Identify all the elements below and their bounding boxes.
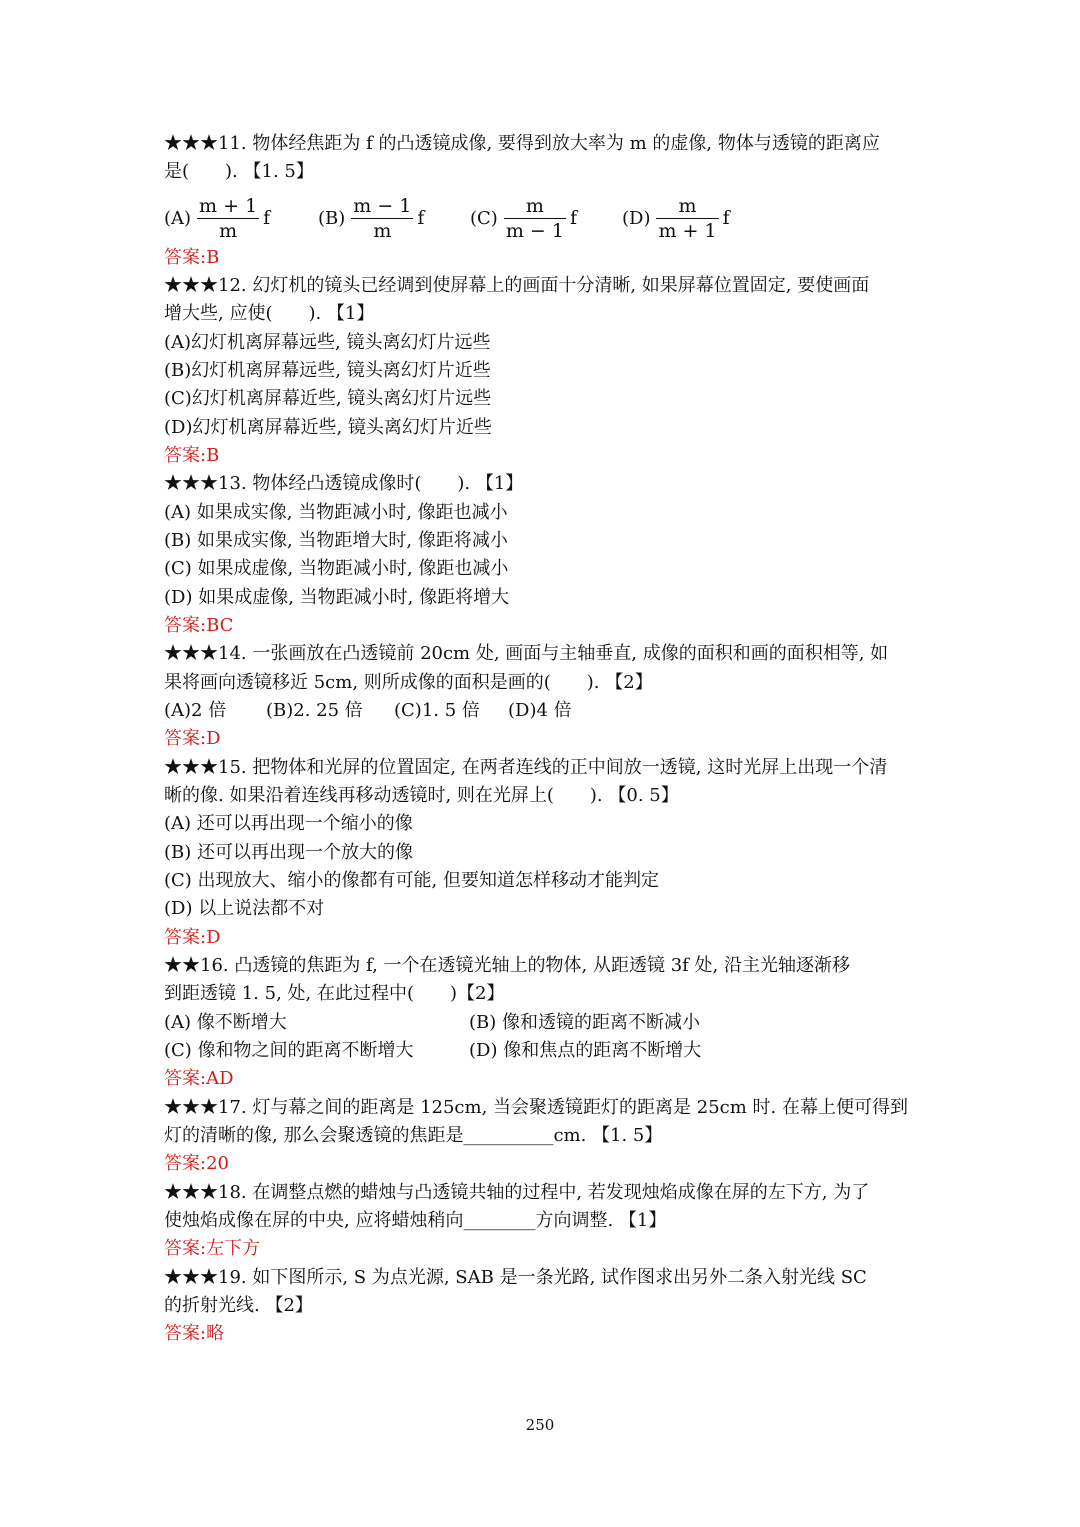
q13-answer: 答案:BC <box>164 615 234 636</box>
q13-option-c: (C) 如果成虚像, 当物距减小时, 像距也减小 <box>164 558 509 579</box>
q12-option-b: (B)幻灯机离屏幕远些, 镜头离幻灯片近些 <box>164 360 491 381</box>
q17-line1: ★★★17. 灯与幕之间的距离是 125cm, 当会聚透镜距灯的距离是 25cm 时. 在幕上便可得到 <box>164 1097 908 1118</box>
denominator: m − 1 <box>505 219 564 242</box>
q12-line1: ★★★12. 幻灯机的镜头已经调到使屏幕上的画面十分清晰, 如果屏幕位置固定, 要使画面 <box>164 275 870 296</box>
q16-option-a: (A) 像不断增大 <box>164 1012 287 1033</box>
q16-answer: 答案:AD <box>164 1068 234 1089</box>
numerator: m <box>678 194 697 217</box>
q15-option-c: (C) 出现放大、缩小的像都有可能, 但要知道怎样移动才能判定 <box>164 870 659 891</box>
q18-answer: 答案:左下方 <box>164 1238 261 1259</box>
q11-option-a <box>164 190 270 246</box>
q14-option-d: (D)4 倍 <box>508 700 572 721</box>
fraction <box>197 194 259 243</box>
option-label: (B) <box>318 207 346 229</box>
q11-line2: 是( ). 【1. 5】 <box>164 161 314 182</box>
q15-option-d: (D) 以上说法都不对 <box>164 898 325 919</box>
q13-line1: ★★★13. 物体经凸透镜成像时( ). 【1】 <box>164 473 524 494</box>
focal-symbol: f <box>417 207 425 229</box>
q14-answer: 答案:D <box>164 728 221 749</box>
q19-answer: 答案:略 <box>164 1323 225 1344</box>
q11-line1: ★★★11. 物体经焦距为 f 的凸透镜成像, 要得到放大率为 m 的虚像, 物体与透镜的距离应 <box>164 133 880 154</box>
q11-answer: 答案:B <box>164 247 220 268</box>
numerator: m <box>525 194 544 217</box>
fraction <box>351 194 413 243</box>
q19-line1: ★★★19. 如下图所示, S 为点光源, SAB 是一条光路, 试作图求出另外二条入射光线 SC <box>164 1267 867 1288</box>
denominator: m <box>373 219 392 242</box>
q16-option-c: (C) 像和物之间的距离不断增大 <box>164 1040 414 1061</box>
q17-line2: 灯的清晰的像, 那么会聚透镜的焦距是__________cm. 【1. 5】 <box>164 1125 663 1146</box>
q18-line1: ★★★18. 在调整点燃的蜡烛与凸透镜共轴的过程中, 若发现烛焰成像在屏的左下方, 为了 <box>164 1182 870 1203</box>
q16-options-row2 <box>164 1037 924 1065</box>
fraction <box>656 194 718 243</box>
q15-option-a: (A) 还可以再出现一个缩小的像 <box>164 813 413 834</box>
numerator: m − 1 <box>353 194 412 217</box>
q12-answer: 答案:B <box>164 445 220 466</box>
q15-answer: 答案:D <box>164 927 221 948</box>
q15-line1: ★★★15. 把物体和光屏的位置固定, 在两者连线的正中间放一透镜, 这时光屏上出现一个清 <box>164 757 888 778</box>
q15-line2: 晰的像. 如果沿着连线再移动透镜时, 则在光屏上( ). 【0. 5】 <box>164 785 679 806</box>
q16-line2: 到距透镜 1. 5, 处, 在此过程中( )【2】 <box>164 983 505 1004</box>
denominator: m + 1 <box>658 219 717 242</box>
q14-option-a: (A)2 倍 <box>164 700 227 721</box>
q13-option-d: (D) 如果成虚像, 当物距减小时, 像距将增大 <box>164 587 510 608</box>
q12-option-d: (D)幻灯机离屏幕近些, 镜头离幻灯片近些 <box>164 417 492 438</box>
q16-options-row1 <box>164 1009 924 1037</box>
q11-option-b <box>318 190 424 246</box>
focal-symbol: f <box>722 207 730 229</box>
q15-option-b: (B) 还可以再出现一个放大的像 <box>164 842 413 863</box>
option-label: (C) <box>470 207 498 229</box>
q17-answer: 答案:20 <box>164 1153 229 1174</box>
q13-option-a: (A) 如果成实像, 当物距减小时, 像距也减小 <box>164 502 508 523</box>
numerator: m + 1 <box>199 194 258 217</box>
denominator: m <box>219 219 238 242</box>
q11-option-c <box>470 190 577 246</box>
option-label: (A) <box>164 207 192 229</box>
q19-line2: 的折射光线. 【2】 <box>164 1295 313 1316</box>
focal-symbol: f <box>263 207 271 229</box>
q11-option-d <box>622 190 730 246</box>
q18-line2: 使烛焰成像在屏的中央, 应将蜡烛稍向________方向调整. 【1】 <box>164 1210 667 1231</box>
fraction <box>504 194 566 243</box>
q14-option-c: (C)1. 5 倍 <box>394 700 480 721</box>
q14-option-b: (B)2. 25 倍 <box>266 700 363 721</box>
q14-options <box>164 697 924 725</box>
q16-option-d: (D) 像和焦点的距离不断增大 <box>469 1040 702 1061</box>
q14-line2: 果将画向透镜移近 5cm, 则所成像的面积是画的( ). 【2】 <box>164 672 653 693</box>
option-label: (D) <box>622 207 651 229</box>
q16-option-b: (B) 像和透镜的距离不断减小 <box>469 1012 700 1033</box>
q16-line1: ★★16. 凸透镜的焦距为 f, 一个在透镜光轴上的物体, 从距透镜 3f 处, 沿主光轴逐渐移 <box>164 955 850 976</box>
q14-line1: ★★★14. 一张画放在凸透镜前 20cm 处, 画面与主轴垂直, 成像的面积和画的面积相等, 如 <box>164 643 889 664</box>
q11-options <box>164 190 924 246</box>
q12-option-c: (C)幻灯机离屏幕近些, 镜头离幻灯片远些 <box>164 388 492 409</box>
focal-symbol: f <box>569 207 577 229</box>
page-number: 250 <box>525 1416 555 1434</box>
q13-option-b: (B) 如果成实像, 当物距增大时, 像距将减小 <box>164 530 508 551</box>
q12-option-a: (A)幻灯机离屏幕远些, 镜头离幻灯片远些 <box>164 332 491 353</box>
q12-line2: 增大些, 应使( ). 【1】 <box>164 303 375 324</box>
